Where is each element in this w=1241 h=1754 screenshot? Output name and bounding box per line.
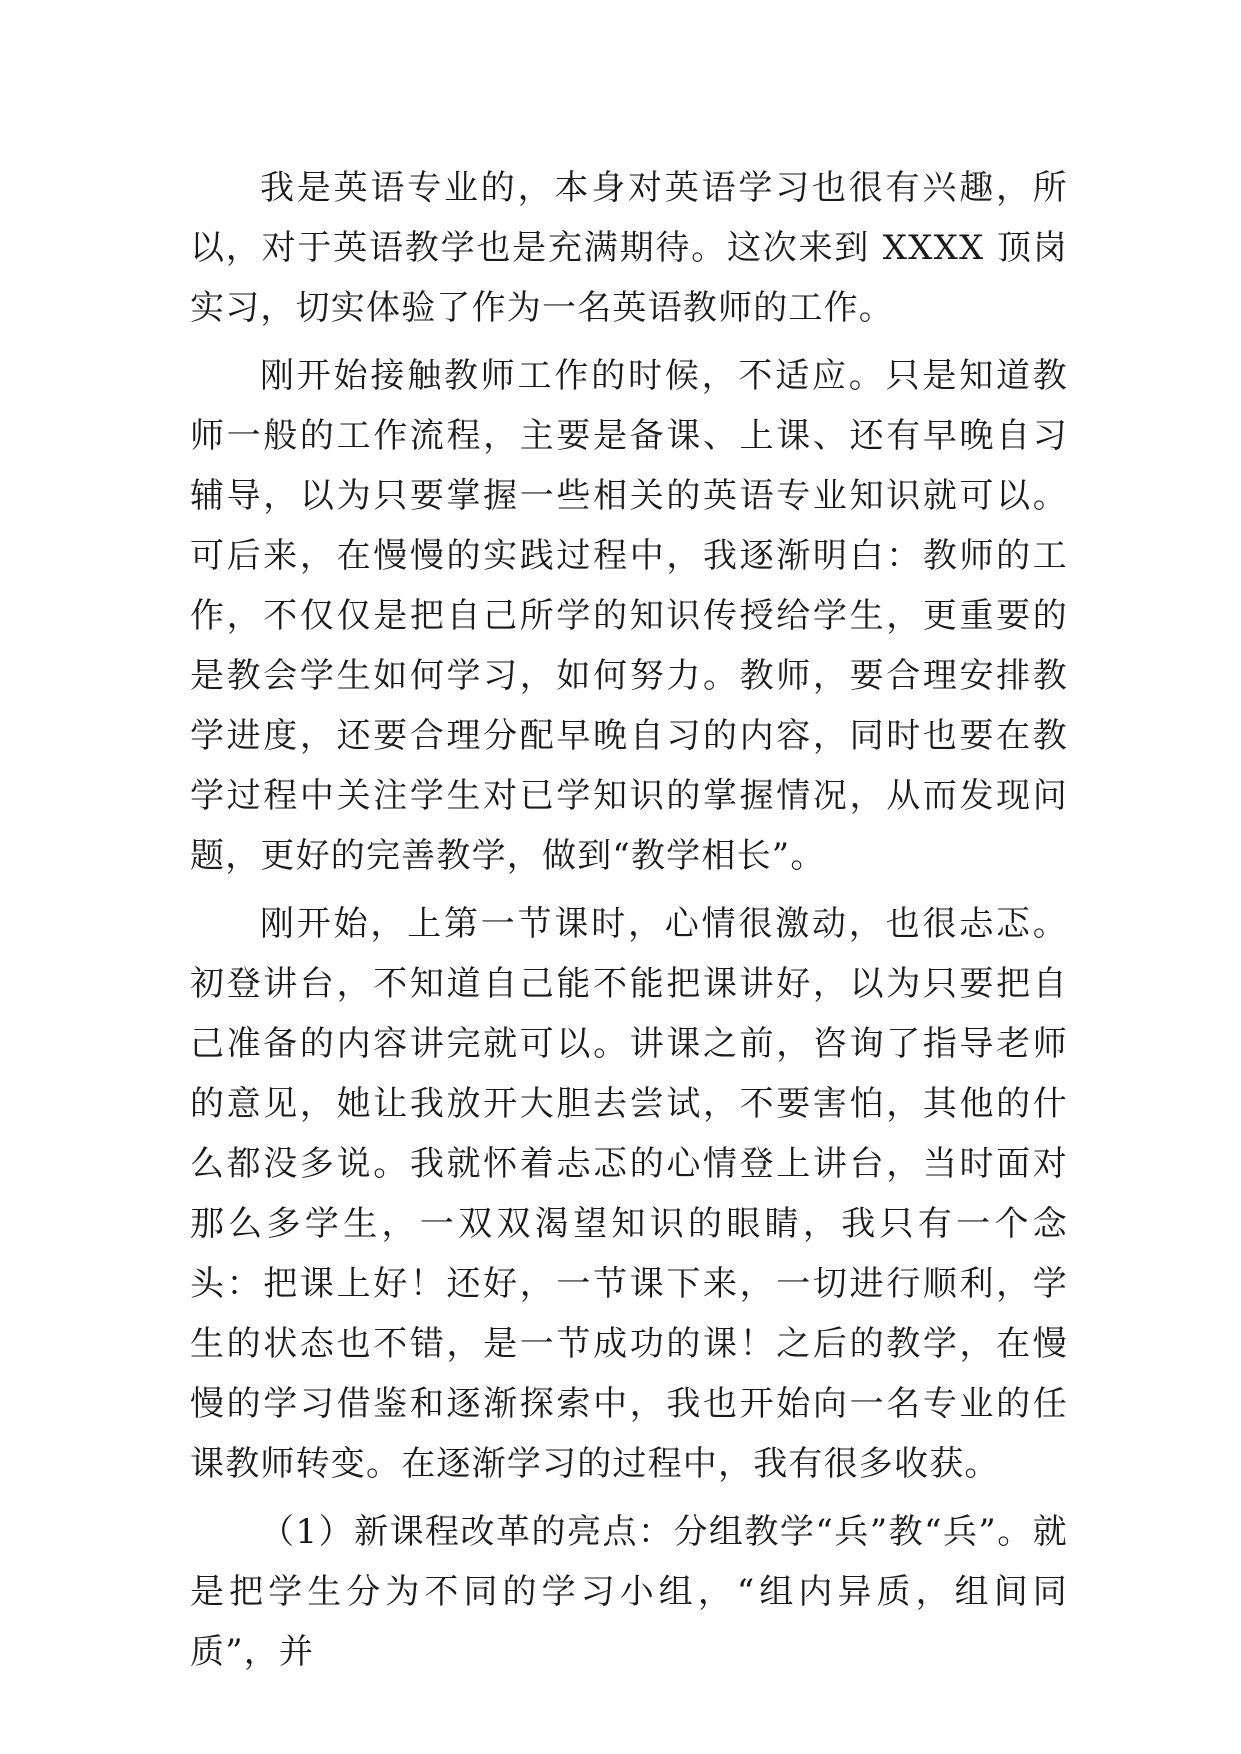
document-body xyxy=(190,158,1068,1690)
paragraph-1: 我是英语专业的，本身对英语学习也很有兴趣，所以，对于英语教学也是充满期待。这次来到 XXXX 顶岗实习，切实体验了作为一名英语教师的工作。 xyxy=(190,168,1068,328)
paragraph-3: 刚开始，上第一节课时，心情很激动，也很忐忑。初登讲台，不知道自己能不能把课讲好，以为只要把自己准备的内容讲完就可以。讲课之前，咨询了指导老师的意见，她让我放开大胆去尝试，不要害怕，其他的什么都没多说。我就怀着忐忑的心情登上讲台，当时面对那么多学生，一双双渴望知识的眼睛，我只有一个念头：把课上好！还好，一节课下来，一切进行顺利，学生的状态也不错，是一节成功的课！之后的教学，在慢慢的学习借鉴和逐渐探索中，我也开始向一名专业的任课教师转变。在逐渐学习的过程中，我有很多收获。 xyxy=(190,904,1068,1484)
paragraph-2: 刚开始接触教师工作的时候，不适应。只是知道教师一般的工作流程，主要是备课、上课、还有早晚自习辅导，以为只要掌握一些相关的英语专业知识就可以。可后来，在慢慢的实践过程中，我逐渐明白：教师的工作，不仅仅是把自己所学的知识传授给学生，更重要的是教会学生如何学习，如何努力。教师，要合理安排教学进度，还要合理分配早晚自习的内容，同时也要在教学过程中关注学生对已学知识的掌握情况，从而发现问题，更好的完善教学，做到“教学相长”。 xyxy=(190,356,1068,876)
paragraph-4: （1）新课程改革的亮点：分组教学“兵”教“兵”。就是把学生分为不同的学习小组，“组内异质，组间同质”，并 xyxy=(190,1512,1068,1672)
